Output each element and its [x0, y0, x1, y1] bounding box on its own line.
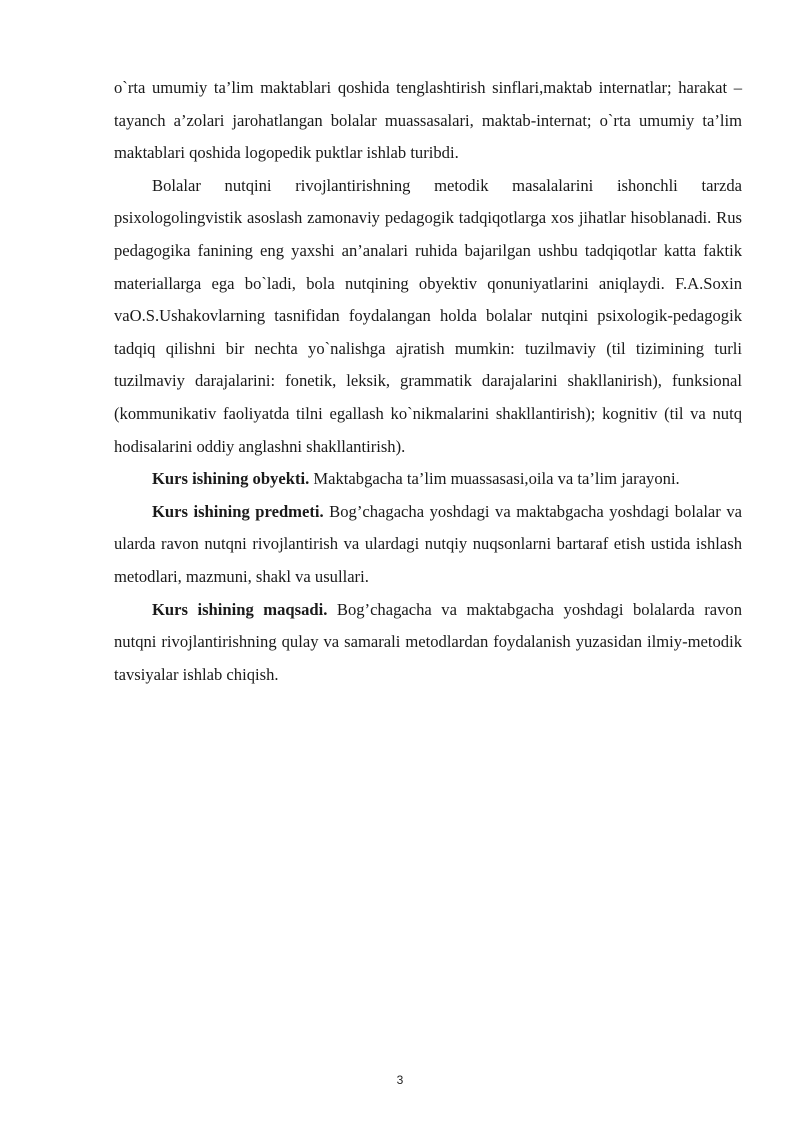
paragraph-1-text: o`rta umumiy ta’lim maktablari qoshida tenglashtirish sinflari,maktab internatlar; harakat – tayanch a’zolari jarohatlangan bolalar muassasalari, maktab-internat; o`rta umumiy ta’lim maktablari qoshida logopedik puktlar ishlab turibdi. [114, 78, 742, 163]
document-body [114, 72, 742, 691]
paragraph-subject [114, 496, 742, 594]
paragraph-subject-text: Bog’chagacha yoshdagi va maktabgacha yoshdagi bolalar va ularda ravon nutqni rivojlantirish va ulardagi nutqiy nuqsonlarni bartaraf etish ustida ishlash metodlari, mazmuni, shakl va usullari. [114, 501, 743, 586]
paragraph-goal-heading: Kurs ishining maqsadi. [152, 599, 328, 619]
paragraph-object-heading: Kurs ishining obyekti. [152, 469, 310, 489]
paragraph-1 [114, 72, 742, 170]
paragraph-2 [114, 170, 742, 463]
paragraph-subject-heading: Kurs ishining predmeti. [152, 501, 324, 521]
paragraph-object-text: Maktabgacha ta’lim muassasasi,oila va ta’lim jarayoni. [309, 469, 680, 489]
paragraph-2-text: Bolalar nutqini rivojlantirishning metodik masalalarini ishonchli tarzda psixologolingvistik asoslash zamonaviy pedagogik tadqiqotlarga xos jihatlar hisoblanadi. Rus pedagogika fanining eng yaxshi an’analari ruhida bajarilgan ushbu tadqiqotlar katta faktik materiallarga ega bo`ladi, bola nutqining obyektiv qonuniyatlarini aniqlaydi. F.A.Soxin vaO.S.Ushakovlarning tasnifidan foydalangan holda bolalar nutqini psixologik-pedagogik tadqiq qilishni bir nechta yo`nalishga ajratish mumkin: tuzilmaviy (til tizimining turli tuzilmaviy darajalarini: fonetik, leksik, grammatik darajalarini shakllanirish), funksional (kommunikativ faoliyatda tilni egallash ko`nikmalarini shakllantirish); kognitiv (til va nutq hodisalarini oddiy anglashni shakllantirish). [114, 175, 742, 456]
paragraph-goal-text: Bog’chagacha va maktabgacha yoshdagi bolalarda ravon nutqni rivojlantirishning qulay va samarali metodlardan foydalanish yuzasidan ilmiy-metodik tavsiyalar ishlab chiqish. [114, 599, 742, 684]
paragraph-goal [114, 594, 742, 692]
page-number: 3 [396, 1073, 404, 1087]
paragraph-object [114, 463, 742, 496]
